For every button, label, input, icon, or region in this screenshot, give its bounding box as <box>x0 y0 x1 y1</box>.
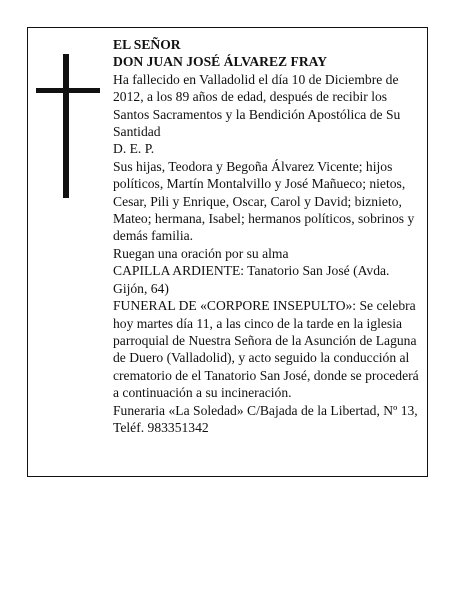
notice-paragraph-funeral: FUNERAL DE «CORPORE INSEPULTO»: Se celebra hoy martes día 11, a las cinco de la tarde en la iglesia parroquial de Nuestra Señora de la Asunción de Laguna de Duero (Valladolid), y acto seguido la conducción al crematorio de el Tanatorio San José, donde se procederá a continuación a su incineración. <box>113 298 419 401</box>
notice-paragraph-dep: D. E. P. <box>113 141 155 157</box>
notice-paragraph-death: Ha fallecido en Valladolid el día 10 de Diciembre de 2012, a los 89 años de edad, después de recibir los Santos Sacramentos y la Bendición Apostólica de Su Santidad <box>113 71 401 140</box>
obituary-text <box>113 36 421 436</box>
cross-icon <box>36 54 100 198</box>
notice-paragraph-chapel: CAPILLA ARDIENTE: Tanatorio San José (Avda. Gijón, 64) <box>113 263 390 296</box>
cross-horizontal-bar <box>36 88 100 93</box>
cross-vertical-bar <box>63 54 69 198</box>
notice-heading-name: DON JUAN JOSÉ ÁLVAREZ FRAY <box>113 54 328 70</box>
notice-paragraph-prayer: Ruegan una oración por su alma <box>113 245 289 261</box>
notice-paragraph-funeral-home: Funeraria «La Soledad» C/Bajada de la Libertad, Nº 13, Teléf. 983351342 <box>113 402 418 435</box>
notice-paragraph-family: Sus hijas, Teodora y Begoña Álvarez Vicente; hijos políticos, Martín Montalvillo y José Mañueco; nietos, Cesar, Pili y Enrique, Oscar, Carol y David; biznieto, Mateo; hermana, Isabel; hermanos políticos, sobrinos y demás familia. <box>113 158 415 244</box>
notice-heading-title: EL SEÑOR <box>113 37 181 52</box>
